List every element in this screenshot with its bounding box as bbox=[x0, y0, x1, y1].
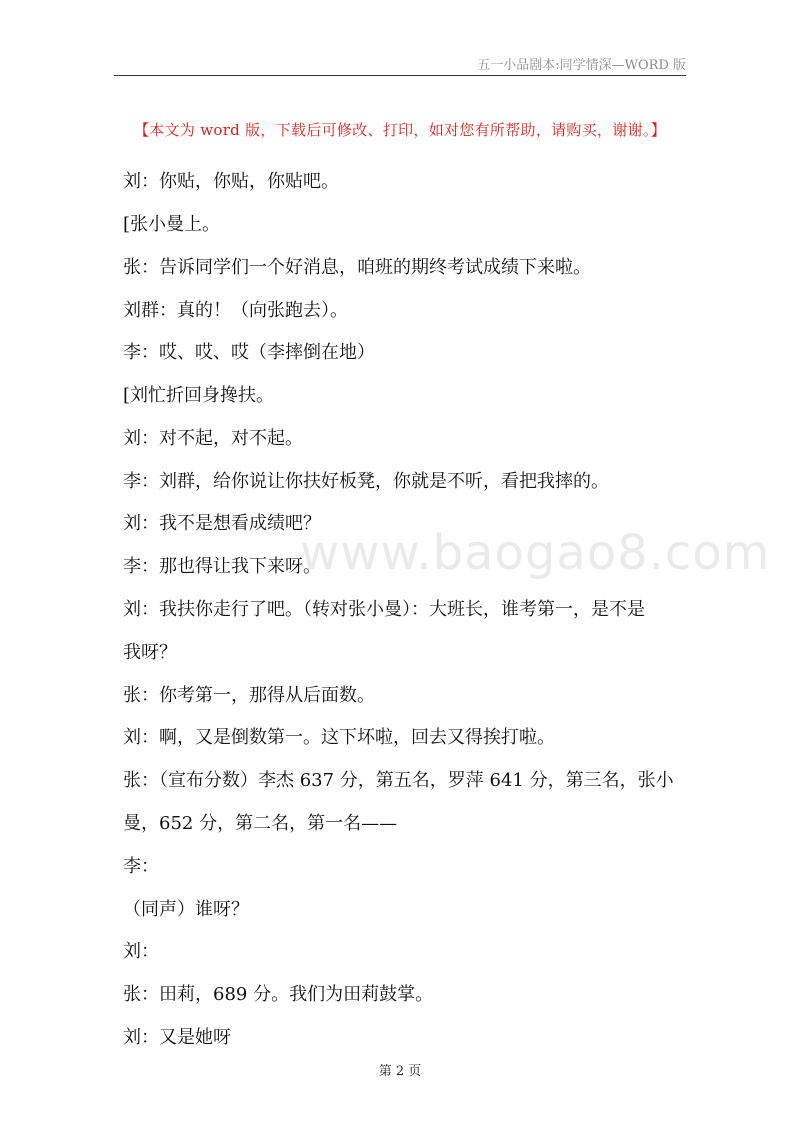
script-line: 李：刘群，给你说让你扶好板凳，你就是不听，看把我摔的。 bbox=[123, 471, 609, 492]
script-line: 刘：啊，又是倒数第一。这下坏啦，回去又得挨打啦。 bbox=[123, 727, 555, 748]
script-line: 张：你考第一，那得从后面数。 bbox=[123, 685, 375, 706]
script-line: 张：告诉同学们一个好消息，咱班的期终考试成绩下来啦。 bbox=[123, 257, 591, 278]
script-line: 刘：又是她呀 bbox=[123, 1027, 231, 1048]
page-number: 第 2 页 bbox=[378, 1064, 422, 1079]
script-line: 我呀？ bbox=[123, 642, 177, 663]
script-line: 张：田莉，689 分。我们为田莉鼓掌。 bbox=[123, 984, 434, 1005]
script-line: 刘：对不起，对不起。 bbox=[123, 428, 303, 449]
copyright-banner: 【本文为 word 版，下载后可修改、打印，如对您有所帮助，请购买，谢谢。】 bbox=[133, 121, 667, 139]
script-line: 刘：我扶你走行了吧。（转对张小曼）：大班长，谁考第一，是不是 bbox=[123, 599, 645, 620]
script-line: 李： bbox=[123, 856, 159, 877]
script-line: [刘忙折回身搀扶。 bbox=[123, 385, 275, 406]
script-line: 曼，652 分，第二名，第一名—— bbox=[123, 813, 398, 834]
running-header: 五一小品剧本:同学情深—WORD 版 bbox=[477, 58, 686, 73]
script-line: 李：哎、哎、哎（李摔倒在地） bbox=[123, 342, 375, 363]
script-line: 张：（宣布分数）李杰 637 分，第五名，罗萍 641 分，第三名，张小 bbox=[123, 770, 674, 791]
script-line: 刘： bbox=[123, 941, 159, 962]
script-line: （同声）谁呀？ bbox=[123, 899, 249, 920]
script-line: 刘：我不是想看成绩吧？ bbox=[123, 513, 321, 534]
script-line: 刘群：真的！（向张跑去）。 bbox=[123, 300, 348, 321]
script-line: 刘：你贴，你贴，你贴吧。 bbox=[123, 171, 339, 192]
site-watermark: www.baogao8.com bbox=[300, 525, 771, 581]
script-body bbox=[123, 0, 703, 1132]
script-line: [张小曼上。 bbox=[123, 214, 221, 235]
script-line: 李：那也得让我下来呀。 bbox=[123, 556, 321, 577]
